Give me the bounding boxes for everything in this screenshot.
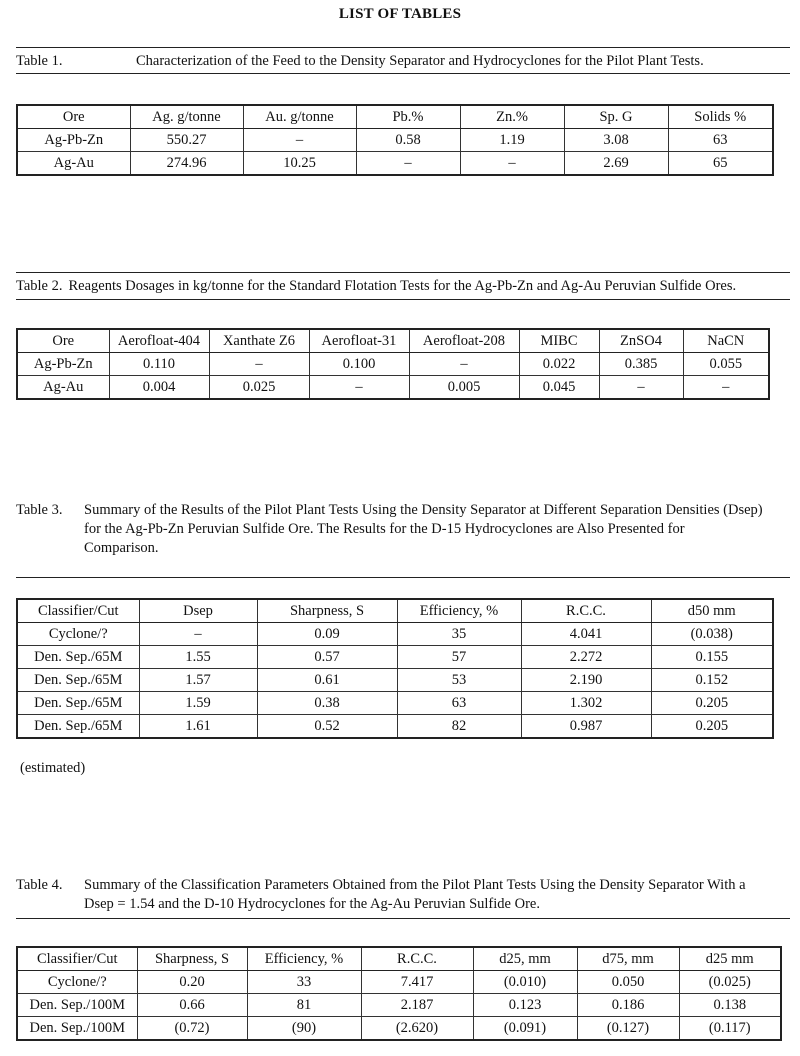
table3-header: R.C.C. — [521, 599, 651, 623]
table-cell: Ag-Au — [17, 376, 109, 400]
table1-header-row — [17, 105, 773, 129]
table4-caption-line: Dsep = 1.54 and the D-10 Hydrocyclones for the Ag-Au Peruvian Sulfide Ore. — [84, 895, 540, 912]
table2-header: Ore — [17, 329, 109, 353]
table-cell: (0.025) — [679, 971, 781, 994]
table-cell: 0.123 — [473, 994, 577, 1017]
table-cell: Ag-Pb-Zn — [17, 353, 109, 376]
table-cell: Ag-Au — [17, 152, 130, 176]
table-cell: 0.205 — [651, 715, 773, 739]
table-cell: (0.127) — [577, 1017, 679, 1041]
table4-header: Efficiency, % — [247, 947, 361, 971]
table-cell: 274.96 — [130, 152, 243, 176]
table-cell: (0.091) — [473, 1017, 577, 1041]
table-row — [17, 646, 773, 669]
table-cell: 1.57 — [139, 669, 257, 692]
table-cell: 0.155 — [651, 646, 773, 669]
table3-note: (estimated) — [20, 760, 86, 776]
table-cell: 63 — [397, 692, 521, 715]
table-cell: 0.61 — [257, 669, 397, 692]
table-row — [17, 669, 773, 692]
table-cell: (0.010) — [473, 971, 577, 994]
table-cell: 0.022 — [519, 353, 599, 376]
table-cell: 81 — [247, 994, 361, 1017]
table-cell: 0.004 — [109, 376, 209, 400]
table-row — [17, 376, 769, 400]
table-cell: 2.187 — [361, 994, 473, 1017]
table-cell: Ag-Pb-Zn — [17, 129, 130, 152]
table1-header: Solids % — [668, 105, 773, 129]
table-cell: – — [599, 376, 683, 400]
table-cell: 4.041 — [521, 623, 651, 646]
table-cell: 0.005 — [409, 376, 519, 400]
table-row — [17, 152, 773, 176]
table-cell: 2.190 — [521, 669, 651, 692]
table-cell: 0.186 — [577, 994, 679, 1017]
table-cell: 0.050 — [577, 971, 679, 994]
table-cell: – — [139, 623, 257, 646]
table2-label: Table 2. — [16, 278, 63, 294]
table-cell: 1.55 — [139, 646, 257, 669]
table-cell: 0.025 — [209, 376, 309, 400]
table-cell: 35 — [397, 623, 521, 646]
table3-caption-line: Summary of the Results of the Pilot Plant Tests Using the Density Separator at Different Separation Densities (Dsep) — [84, 502, 763, 518]
table1-header: Ore — [17, 105, 130, 129]
table1-header: Pb.% — [356, 105, 460, 129]
table-cell: (0.038) — [651, 623, 773, 646]
page-title: LIST OF TABLES — [338, 6, 462, 22]
table-cell: 0.110 — [109, 353, 209, 376]
table-cell: 1.61 — [139, 715, 257, 739]
table-cell: – — [209, 353, 309, 376]
table-cell: Cyclone/? — [17, 971, 137, 994]
table-cell: 1.19 — [460, 129, 564, 152]
table2-caption — [16, 272, 790, 300]
table4-header: Classifier/Cut — [17, 947, 137, 971]
table-cell: 1.302 — [521, 692, 651, 715]
table-cell: (0.117) — [679, 1017, 781, 1041]
table-cell: 0.152 — [651, 669, 773, 692]
table-row — [17, 353, 769, 376]
table3-header-row — [17, 599, 773, 623]
table-row — [17, 129, 773, 152]
table-cell: 2.69 — [564, 152, 668, 176]
table-cell: 2.272 — [521, 646, 651, 669]
table-cell: 1.59 — [139, 692, 257, 715]
table2-header: ZnSO4 — [599, 329, 683, 353]
table4-header: d25 mm — [679, 947, 781, 971]
table3-header: Sharpness, S — [257, 599, 397, 623]
table-cell: 57 — [397, 646, 521, 669]
table2-header: Aerofloat-31 — [309, 329, 409, 353]
table-row — [17, 1017, 781, 1041]
table4-header: d75, mm — [577, 947, 679, 971]
table-cell: – — [460, 152, 564, 176]
table-cell: 0.66 — [137, 994, 247, 1017]
table-cell: Den. Sep./100M — [17, 1017, 137, 1041]
table-cell: 0.138 — [679, 994, 781, 1017]
table-row — [17, 971, 781, 994]
table-cell: 0.100 — [309, 353, 409, 376]
table-cell: 10.25 — [243, 152, 356, 176]
table2-header: Aerofloat-404 — [109, 329, 209, 353]
table-cell: 82 — [397, 715, 521, 739]
table4-caption-text — [84, 876, 790, 914]
table-cell: – — [409, 353, 519, 376]
table-cell: 0.52 — [257, 715, 397, 739]
table-cell: 0.58 — [356, 129, 460, 152]
table-cell: – — [243, 129, 356, 152]
table-row — [17, 715, 773, 739]
table-cell: 33 — [247, 971, 361, 994]
table2-caption-text: Reagents Dosages in kg/tonne for the Standard Flotation Tests for the Ag-Pb-Zn and Ag-Au Peruvian Sulfide Ores. — [68, 278, 737, 294]
table2-header: Xanthate Z6 — [209, 329, 309, 353]
table-cell: 53 — [397, 669, 521, 692]
table-cell: Den. Sep./65M — [17, 646, 139, 669]
table-cell: 65 — [668, 152, 773, 176]
table-cell: – — [683, 376, 769, 400]
table-cell: (90) — [247, 1017, 361, 1041]
table4-label: Table 4. — [16, 877, 63, 893]
table1-header: Zn.% — [460, 105, 564, 129]
table-cell: 0.055 — [683, 353, 769, 376]
table-cell: 0.57 — [257, 646, 397, 669]
table3 — [16, 598, 774, 739]
table3-header: Classifier/Cut — [17, 599, 139, 623]
table-cell: Den. Sep./65M — [17, 692, 139, 715]
table3-label: Table 3. — [16, 502, 63, 518]
table3-header: d50 mm — [651, 599, 773, 623]
table3-header: Efficiency, % — [397, 599, 521, 623]
table-cell: 0.045 — [519, 376, 599, 400]
table1-label: Table 1. — [16, 53, 63, 69]
table-cell: 0.09 — [257, 623, 397, 646]
table-cell: 0.987 — [521, 715, 651, 739]
table-row — [17, 623, 773, 646]
table-cell: 0.385 — [599, 353, 683, 376]
table1 — [16, 104, 774, 176]
table3-caption — [16, 498, 790, 578]
table4-header-row — [17, 947, 781, 971]
table4-header: d25, mm — [473, 947, 577, 971]
table-cell: Cyclone/? — [17, 623, 139, 646]
table2-header: MIBC — [519, 329, 599, 353]
table-cell: 0.205 — [651, 692, 773, 715]
table-cell: – — [309, 376, 409, 400]
table3-caption-line: for the Ag-Pb-Zn Peruvian Sulfide Ore. The Results for the D-15 Hydrocyclones are Also Presented for — [84, 520, 685, 537]
table-row — [17, 994, 781, 1017]
table1-caption — [16, 47, 790, 74]
table-row — [17, 692, 773, 715]
table4-header: Sharpness, S — [137, 947, 247, 971]
table-cell: Den. Sep./65M — [17, 715, 139, 739]
table1-caption-text: Characterization of the Feed to the Density Separator and Hydrocyclones for the Pilot Plant Tests. — [136, 53, 704, 69]
table-cell: 550.27 — [130, 129, 243, 152]
table1-header: Sp. G — [564, 105, 668, 129]
table2-header: NaCN — [683, 329, 769, 353]
table-cell: Den. Sep./100M — [17, 994, 137, 1017]
table-cell: 3.08 — [564, 129, 668, 152]
table-cell: 0.38 — [257, 692, 397, 715]
table3-caption-line: Comparison. — [84, 539, 159, 556]
table2-header-row — [17, 329, 769, 353]
table4 — [16, 946, 782, 1041]
table-cell: 7.417 — [361, 971, 473, 994]
table4-caption — [16, 873, 790, 919]
table2 — [16, 328, 770, 400]
table-cell: 0.20 — [137, 971, 247, 994]
table3-header: Dsep — [139, 599, 257, 623]
table4-header: R.C.C. — [361, 947, 473, 971]
table2-header: Aerofloat-208 — [409, 329, 519, 353]
table-cell: 63 — [668, 129, 773, 152]
table-cell: – — [356, 152, 460, 176]
table-cell: (2.620) — [361, 1017, 473, 1041]
table-cell: (0.72) — [137, 1017, 247, 1041]
table1-header: Ag. g/tonne — [130, 105, 243, 129]
table-cell: Den. Sep./65M — [17, 669, 139, 692]
table4-caption-line: Summary of the Classification Parameters Obtained from the Pilot Plant Tests Using the Density Separator With a — [84, 877, 746, 893]
table1-header: Au. g/tonne — [243, 105, 356, 129]
table3-caption-text — [84, 501, 790, 558]
